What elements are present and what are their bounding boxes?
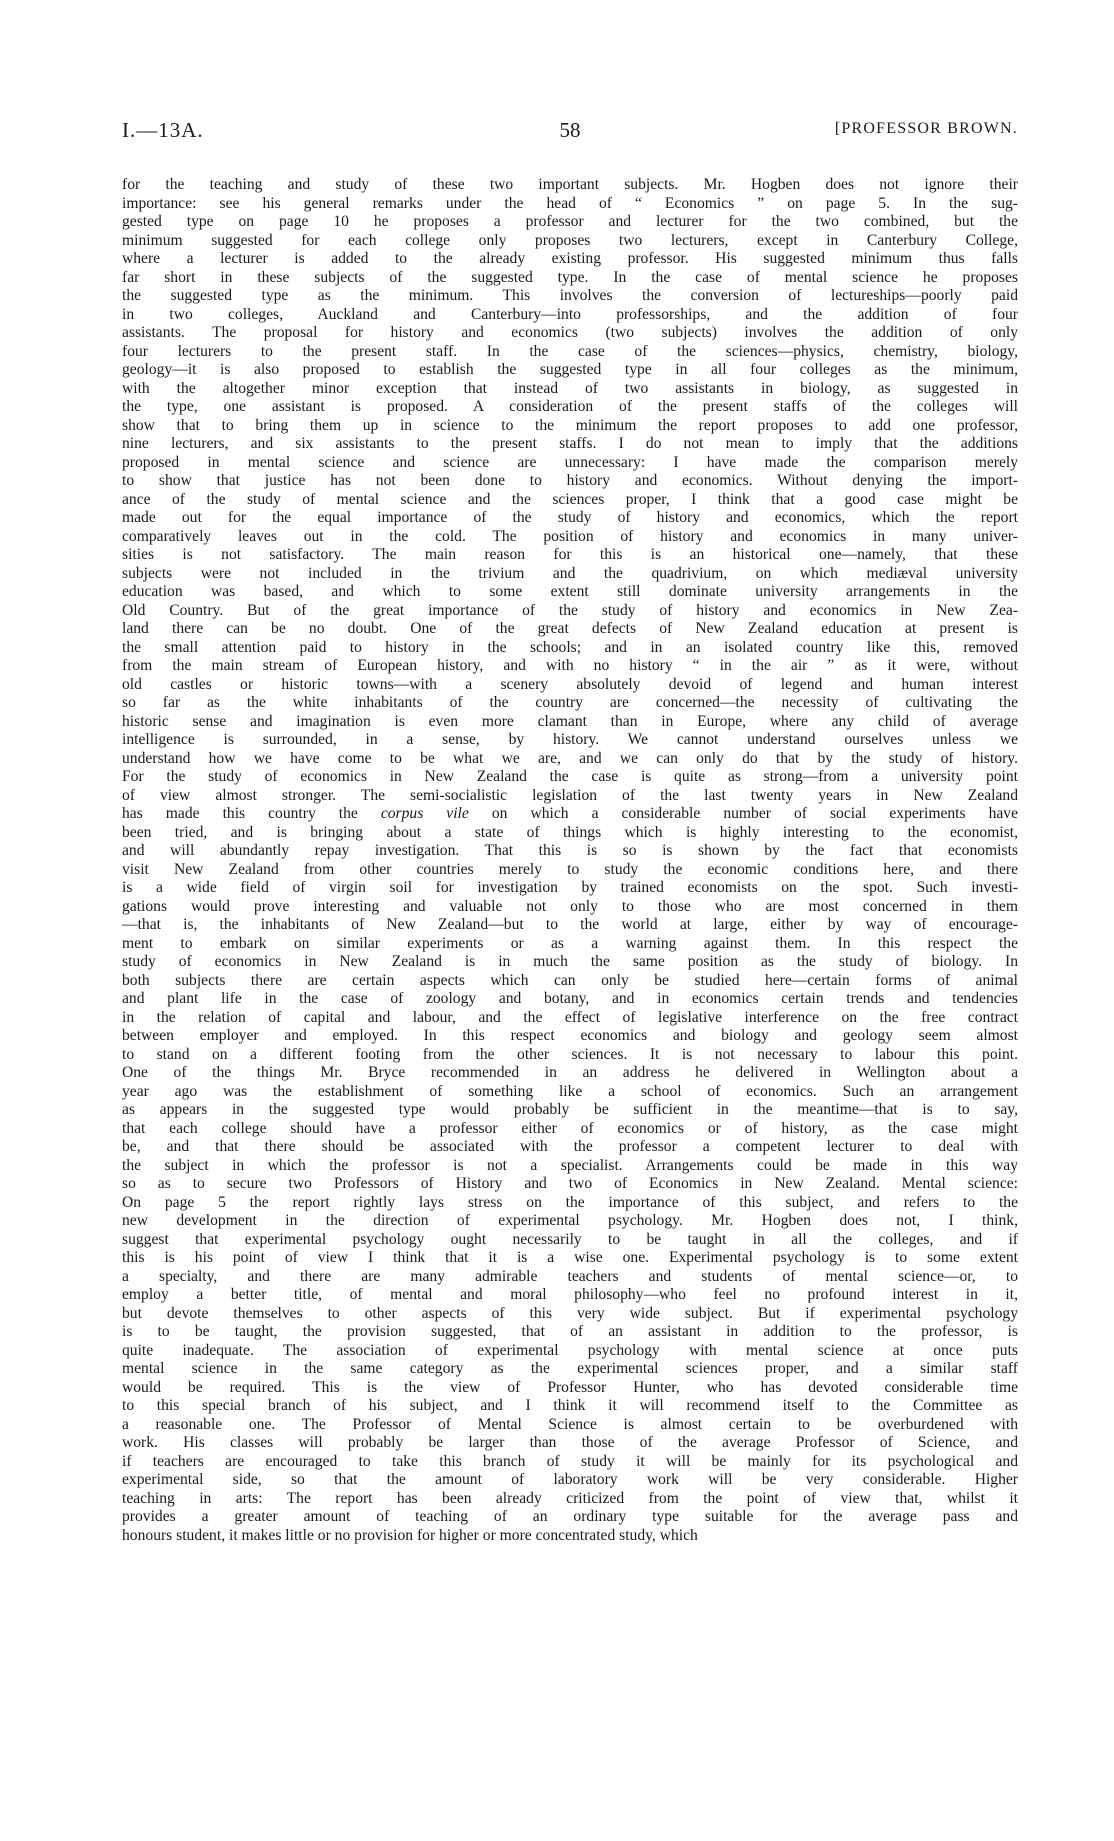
text-line: mental science in the same category as the experimental sciences proper, and a similar staff (122, 1360, 1018, 1377)
text-line: quite inadequate. The association of experimental psychology with mental science at once puts (122, 1341, 1018, 1359)
text-line: gations would prove interesting and valuable not only to those who are most concerned in them (122, 897, 1018, 915)
text-line: been tried, and is bringing about a state of things which is highly interesting to the economist, (122, 823, 1018, 841)
text-line: a reasonable one. The Professor of Mental Science is almost certain to be overburdened with (122, 1415, 1018, 1433)
page-header (122, 118, 1018, 150)
text-line: to stand on a different footing from the other sciences. It is not necessary to labour this point. (122, 1045, 1018, 1063)
text-line: Old Country. But of the great importance of the study of history and economics in New Zea- (122, 601, 1018, 619)
text-line: that each college should have a professor either of economics or of history, as the case might (122, 1119, 1018, 1137)
text-line: far short in these subjects of the suggested type. In the case of mental science he proposes (122, 268, 1018, 286)
text-line: provides a greater amount of teaching of an ordinary type suitable for the average pass and (122, 1508, 1018, 1525)
text-line: education was based, and which to some extent still dominate university arrangements in the (122, 583, 1018, 600)
text-line: minimum suggested for each college only proposes two lecturers, except in Canterbury College, (122, 231, 1018, 249)
text-line: year ago was the establishment of something like a school of economics. Such an arrangement (122, 1082, 1018, 1100)
text-line: On page 5 the report rightly lays stress on the importance of this subject, and refers to the (122, 1193, 1018, 1211)
text-line: ment to embark on similar experiments or as a warning against them. In this respect the (122, 934, 1018, 952)
text-line: the suggested type as the minimum. This involves the conversion of lectureships—poorly paid (122, 287, 1018, 304)
text-line: understand how we have come to be what we are, and we can only do that by the study of history. (122, 749, 1018, 767)
text-line: so as to secure two Professors of History and two of Economics in New Zealand. Mental science: (122, 1175, 1018, 1192)
text-line: the subject in which the professor is not a specialist. Arrangements could be made in this way (122, 1156, 1018, 1174)
text-line: to this special branch of his subject, and I think it will recommend itself to the Committee as (122, 1397, 1018, 1414)
text-line: show that to bring them up in science to the minimum the report proposes to add one professor, (122, 416, 1018, 434)
text-line: teaching in arts: The report has been already criticized from the point of view that, whilst it (122, 1489, 1018, 1507)
text-line: ance of the study of mental science and the sciences proper, I think that a good case might be (122, 490, 1018, 508)
text-line: but devote themselves to other aspects of this very wide subject. But if experimental psychology (122, 1304, 1018, 1322)
text-line: would be required. This is the view of Professor Hunter, who has devoted considerable time (122, 1378, 1018, 1396)
text-line: from the main stream of European history, and with no history “ in the air ” as it were, without (122, 657, 1018, 674)
text-line: with the altogether minor exception that instead of two assistants in biology, as suggested in (122, 379, 1018, 397)
text-line: assistants. The proposal for history and economics (two subjects) involves the addition of only (122, 324, 1018, 341)
text-line: experimental side, so that the amount of laboratory work will be very considerable. Higher (122, 1471, 1018, 1488)
text-line: For the study of economics in New Zealand the case is quite as strong—from a university point (122, 768, 1018, 785)
text-line: old castles or historic towns—with a scenery absolutely devoid of legend and human interest (122, 675, 1018, 693)
running-head: [PROFESSOR BROWN. (834, 120, 1018, 137)
text-line: intelligence is surrounded, in a sense, by history. We cannot understand ourselves unless we (122, 731, 1018, 748)
text-line: importance: see his general remarks under the head of “ Economics ” on page 5. In the sug- (122, 194, 1018, 212)
text-line: the type, one assistant is proposed. A consideration of the present staffs of the colleges will (122, 398, 1018, 415)
report-reference: I.—13A. (122, 118, 204, 142)
text-line: subjects were not included in the trivium and the quadrivium, on which mediæval university (122, 564, 1018, 582)
text-line: a specialty, and there are many admirable teachers and students of mental science—or, to (122, 1267, 1018, 1285)
text-line: if teachers are encouraged to take this branch of study it will be mainly for its psychological and (122, 1452, 1018, 1470)
text-line: to show that justice has not been done to history and economics. Without denying the import- (122, 472, 1018, 489)
text-line: as appears in the suggested type would probably be sufficient in the meantime—that is to say, (122, 1101, 1018, 1118)
text-line: this is his point of view I think that it is a wise one. Experimental psychology is to some extent (122, 1249, 1018, 1266)
text-line: for the teaching and study of these two important subjects. Mr. Hogben does not ignore their (122, 176, 1018, 193)
page-number: 58 (559, 118, 581, 142)
text-line: both subjects there are certain aspects which can only be studied here—certain forms of animal (122, 971, 1018, 989)
text-line: honours student, it makes little or no provision for higher or more concentrated study, which (122, 1526, 698, 1544)
body-text (122, 176, 1018, 1545)
text-line: —that is, the inhabitants of New Zealand—but to the world at large, either by way of encourage- (122, 916, 1018, 933)
text-line: suggest that experimental psychology ought necessarily to be taught in all the colleges, and if (122, 1230, 1018, 1248)
text-line: between employer and employed. In this respect economics and biology and geology seem almost (122, 1027, 1018, 1044)
text-line: four lecturers to the present staff. In the case of the sciences—physics, chemistry, biology, (122, 342, 1018, 360)
text-line: new development in the direction of experimental psychology. Mr. Hogben does not, I think, (122, 1212, 1018, 1229)
italic-phrase: corpus vile (380, 805, 469, 822)
text-line: visit New Zealand from other countries merely to study the economic conditions here, and there (122, 860, 1018, 878)
text-line: historic sense and imagination is even more clamant than in Europe, where any child of average (122, 712, 1018, 730)
text-line: of view almost stronger. The semi-socialistic legislation of the last twenty years in New Zealand (122, 786, 1018, 804)
text-line: nine lecturers, and six assistants to the present staffs. I do not mean to imply that the additions (122, 435, 1018, 452)
text-line: the small attention paid to history in the schools; and in an isolated country like this, removed (122, 638, 1018, 656)
text-line: and will abundantly repay investigation. That this is so is shown by the fact that economists (122, 842, 1018, 859)
text-line: comparatively leaves out in the cold. The position of history and economics in many univer- (122, 527, 1018, 545)
text-line: gested type on page 10 he proposes a professor and lecturer for the two combined, but the (122, 213, 1018, 230)
text-line: is a wide field of virgin soil for investigation by trained economists on the spot. Such investi- (122, 879, 1018, 896)
text-line: in the relation of capital and labour, and the effect of legislative interference on the free contract (122, 1008, 1018, 1026)
text-line: so far as the white inhabitants of the country are concerned—the necessity of cultivating the (122, 694, 1018, 711)
text-line: geology—it is also proposed to establish the suggested type in all four colleges as the minimum, (122, 361, 1018, 378)
text-line: is to be taught, the provision suggested, that of an assistant in addition to the professor, is (122, 1323, 1018, 1340)
text-line: proposed in mental science and science are unnecessary: I have made the comparison merely (122, 453, 1018, 471)
text-line: employ a better title, of mental and moral philosophy—who feel no profound interest in it, (122, 1286, 1018, 1303)
text-line: in two colleges, Auckland and Canterbury—into professorships, and the addition of four (122, 305, 1018, 323)
text-line: be, and that there should be associated with the professor a competent lecturer to deal with (122, 1138, 1018, 1155)
text-line: has made this country the corpus vile on which a considerable number of social experiments have (122, 805, 1019, 822)
text-line: study of economics in New Zealand is in much the same position as the study of biology. In (122, 953, 1018, 970)
text-line: work. His classes will probably be larger than those of the average Professor of Science, and (122, 1434, 1018, 1451)
text-line: and plant life in the case of zoology and botany, and in economics certain trends and tendencies (122, 990, 1018, 1007)
text-line: sities is not satisfactory. The main reason for this is an historical one—namely, that these (122, 546, 1018, 563)
text-line: made out for the equal importance of the study of history and economics, which the report (122, 509, 1018, 526)
text-line: land there can be no doubt. One of the great defects of New Zealand education at present is (122, 620, 1018, 637)
text-line: One of the things Mr. Bryce recommended in an address he delivered in Wellington about a (122, 1064, 1018, 1081)
text-line: where a lecturer is added to the already existing professor. His suggested minimum thus falls (122, 250, 1018, 267)
